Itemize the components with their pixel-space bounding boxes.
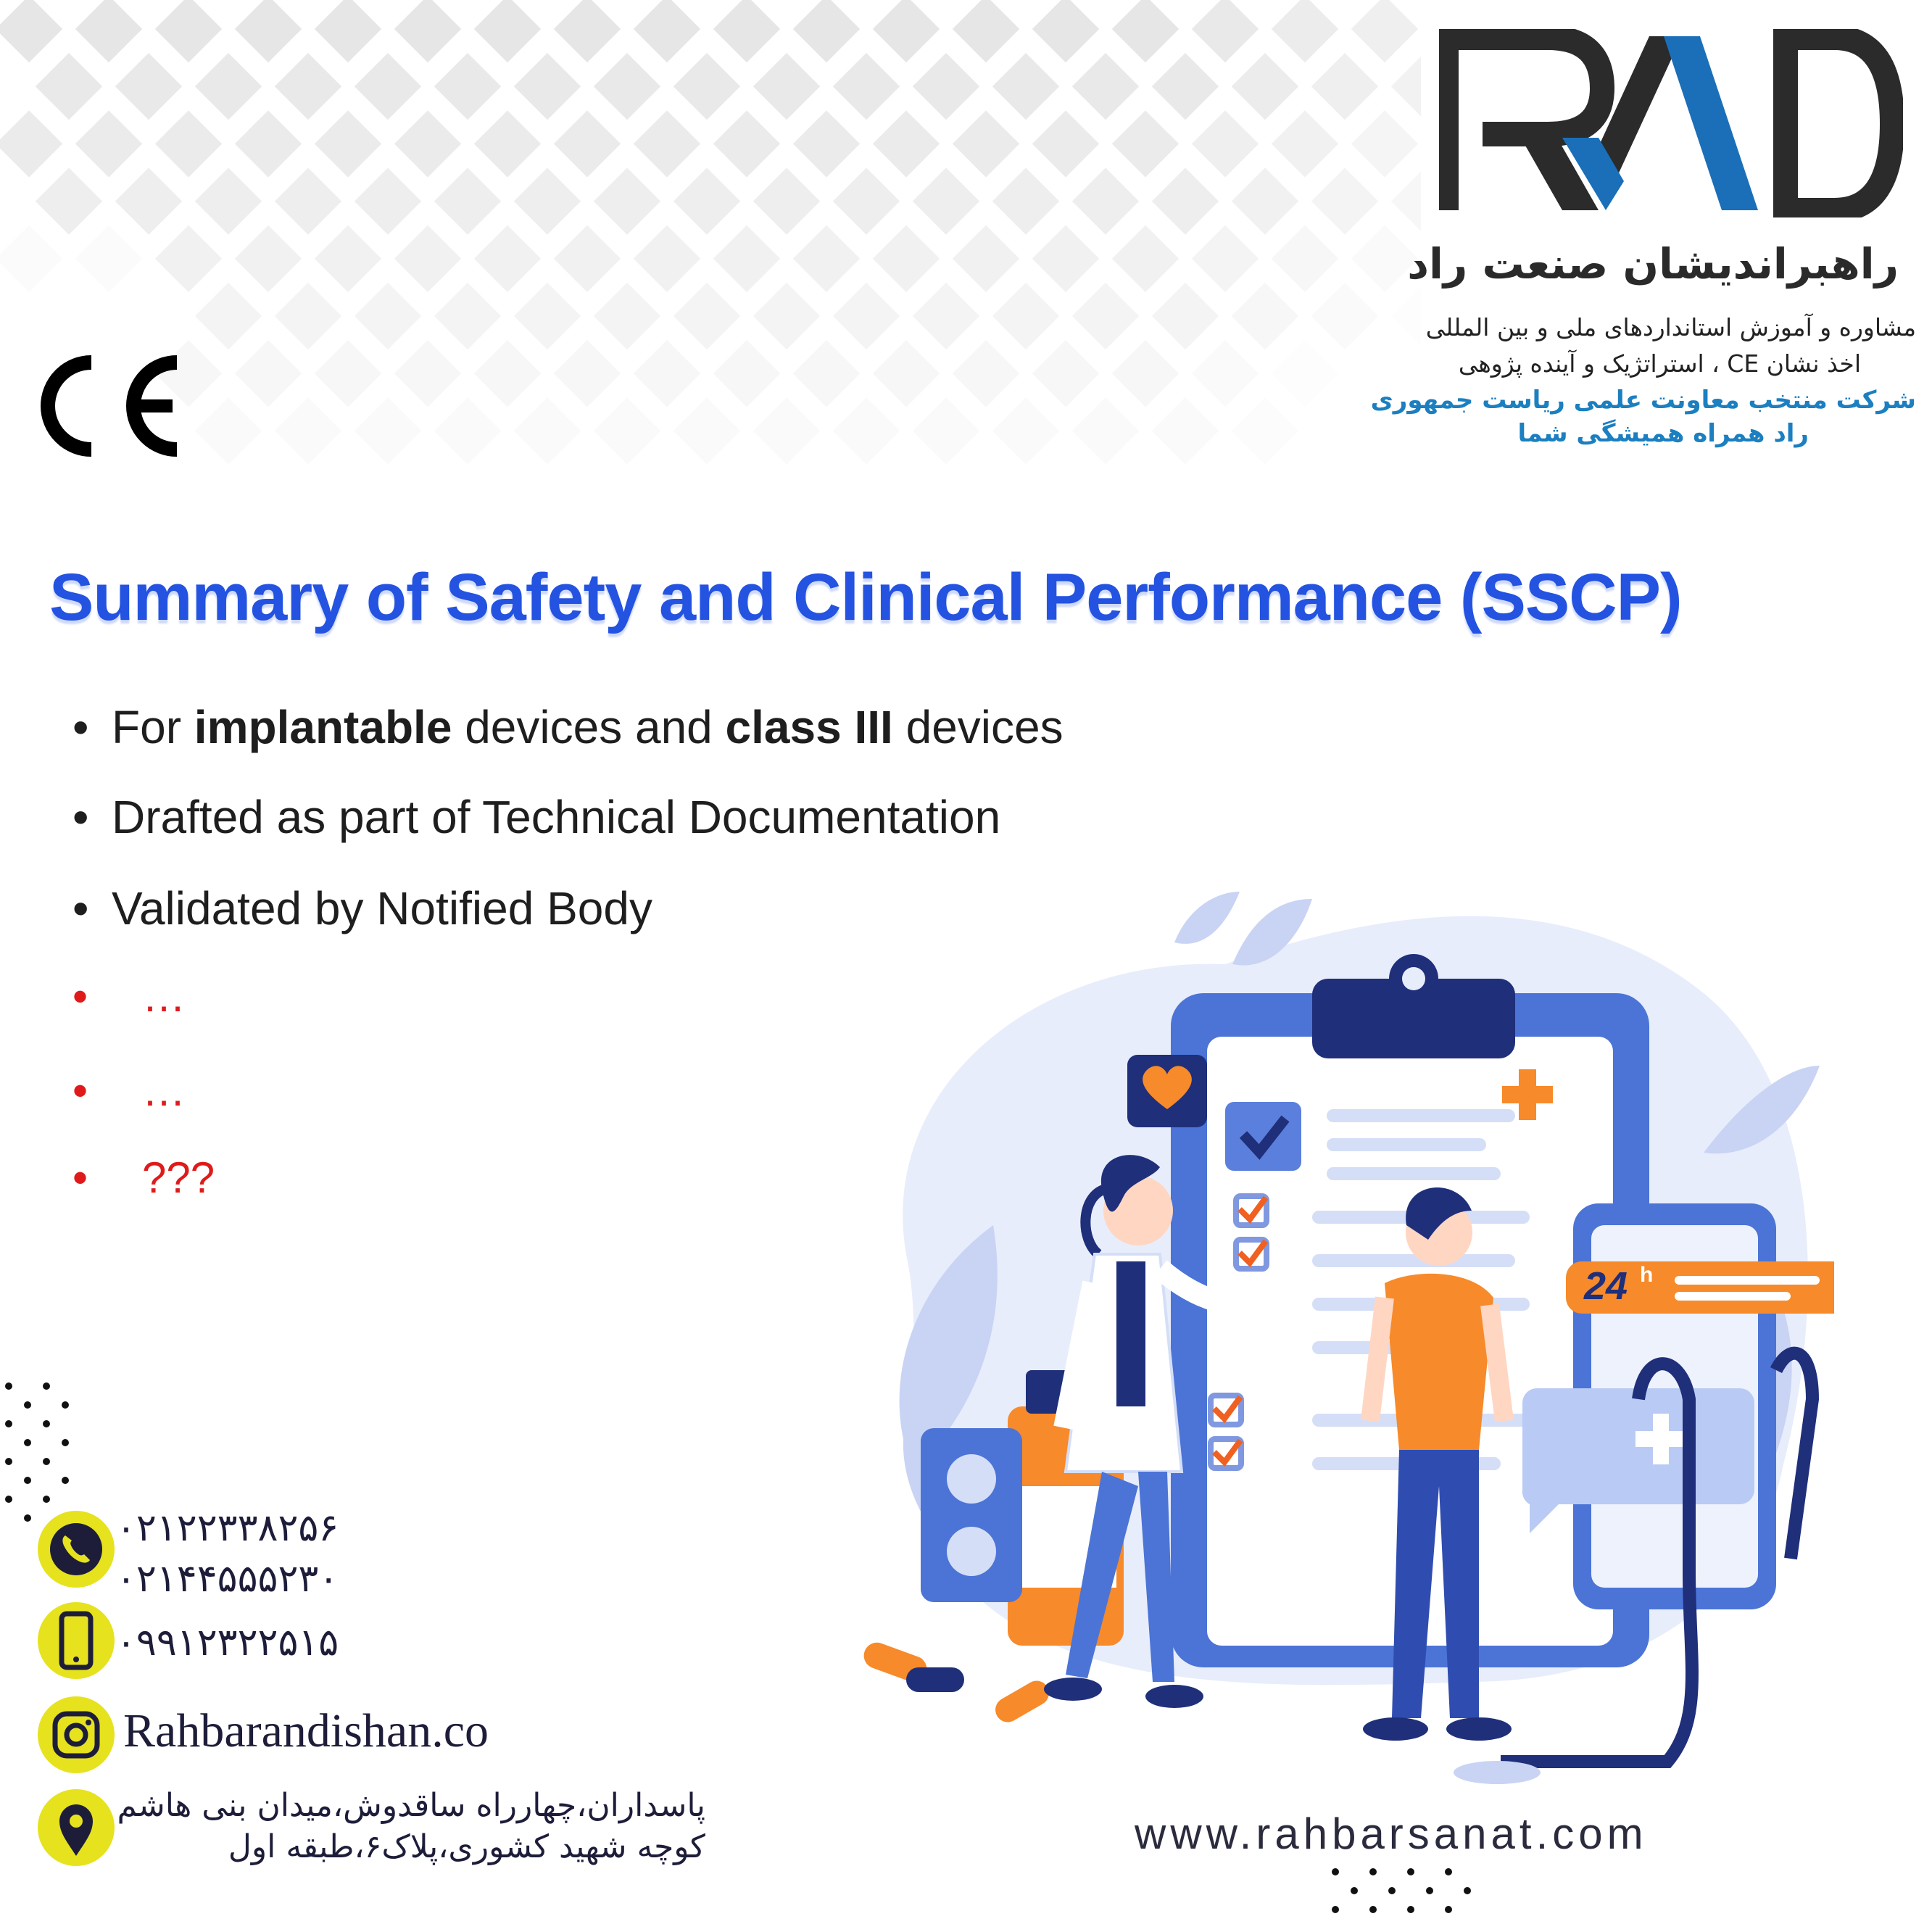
background-diamond	[1112, 225, 1179, 292]
background-diamond	[1192, 110, 1259, 177]
background-diamond	[355, 53, 421, 120]
background-diamond	[1152, 53, 1219, 120]
decorative-dot	[24, 1477, 31, 1484]
bullet-item: • Validated by Notified Body	[72, 882, 652, 934]
tagline-line: راد همراه همیشگی شما	[1517, 419, 1809, 448]
background-diamond	[913, 397, 979, 464]
decorative-dot	[43, 1420, 50, 1427]
background-diamond	[1072, 283, 1139, 349]
background-diamond	[634, 225, 700, 292]
background-diamond	[953, 225, 1019, 292]
background-diamond	[554, 340, 621, 407]
decorative-dot	[1369, 1868, 1377, 1875]
background-diamond	[1152, 167, 1219, 234]
background-diamond	[394, 340, 461, 407]
decorative-dot	[5, 1382, 12, 1390]
background-diamond	[235, 340, 302, 407]
background-diamond	[833, 53, 900, 120]
background-diamond	[275, 397, 341, 464]
background-diamond	[634, 0, 700, 62]
decorative-dot	[5, 1420, 12, 1427]
background-diamond	[275, 53, 341, 120]
brand-name: راهبراندیشان صنعت راد	[1407, 239, 1899, 289]
decorative-dot	[1351, 1887, 1358, 1894]
background-diamond	[1232, 167, 1298, 234]
red-bullet-item: • ???	[72, 1153, 215, 1202]
background-diamond	[833, 397, 900, 464]
background-diamond	[713, 225, 780, 292]
decorative-dot	[24, 1514, 31, 1522]
background-diamond	[434, 53, 501, 120]
tagline-line: اخذ نشان CE ، استراتژیک و آینده پژوهی	[1458, 349, 1861, 378]
decorative-dots	[1327, 1863, 1486, 1932]
background-diamond	[195, 167, 262, 234]
background-diamond	[913, 283, 979, 349]
decorative-dot	[1426, 1887, 1433, 1894]
background-diamond	[235, 0, 302, 62]
background-diamond	[634, 110, 700, 177]
background-diamond	[1391, 53, 1421, 120]
24h-badge-number: 24	[1584, 1264, 1628, 1308]
background-diamond	[992, 397, 1059, 464]
background-diamond	[0, 110, 62, 177]
background-diamond	[1072, 397, 1139, 464]
background-diamond	[1032, 110, 1099, 177]
background-diamond	[793, 225, 860, 292]
background-diamond	[474, 0, 541, 62]
decorative-dot	[1464, 1887, 1471, 1894]
rad-logo	[1439, 29, 1903, 217]
bullet-dot: •	[72, 791, 89, 843]
background-diamond	[0, 225, 62, 292]
instagram-icon	[38, 1696, 115, 1773]
background-diamond	[36, 53, 102, 120]
background-diamond	[474, 340, 541, 407]
background-diamond	[753, 283, 820, 349]
background-diamond	[1272, 340, 1338, 407]
background-diamond	[713, 110, 780, 177]
background-diamond	[394, 110, 461, 177]
background-diamond	[873, 110, 940, 177]
background-diamond	[315, 340, 381, 407]
decorative-dot	[1445, 1906, 1452, 1913]
decorative-dot	[62, 1401, 69, 1409]
background-diamond	[594, 167, 660, 234]
background-diamond	[1112, 340, 1179, 407]
background-diamond	[315, 225, 381, 292]
background-diamond	[394, 225, 461, 292]
background-diamond	[753, 397, 820, 464]
background-diamond	[75, 110, 142, 177]
location-pin-icon	[38, 1789, 115, 1866]
decorative-dot	[24, 1439, 31, 1446]
background-diamond	[1232, 397, 1298, 464]
background-diamond	[953, 0, 1019, 62]
red-bullet-item: • …	[72, 1066, 186, 1115]
background-diamond	[673, 53, 740, 120]
background-diamond	[474, 110, 541, 177]
background-diamond	[155, 0, 222, 62]
background-diamond	[673, 397, 740, 464]
background-diamond	[75, 0, 142, 62]
background-diamond	[1072, 167, 1139, 234]
background-diamond	[434, 167, 501, 234]
background-diamond	[793, 0, 860, 62]
background-diamond	[1351, 0, 1418, 62]
background-diamond	[1351, 110, 1418, 177]
background-diamond	[1152, 283, 1219, 349]
background-diamond	[793, 110, 860, 177]
background-diamond	[1272, 110, 1338, 177]
background-diamond	[1232, 283, 1298, 349]
background-diamond	[355, 167, 421, 234]
medical-checklist-illustration	[848, 848, 1834, 1805]
check-box	[1225, 1102, 1301, 1171]
background-diamond	[1192, 340, 1259, 407]
address-line: کوچه شهید کشوری،پلاک۶،طبقه اول	[228, 1828, 705, 1865]
background-diamond	[195, 53, 262, 120]
red-bullet-item: • …	[72, 972, 186, 1021]
phone-number[interactable]: ۰۲۱۲۲۳۳۸۲۵۶	[116, 1506, 339, 1550]
bullet-item: • For implantable devices and class III devices	[72, 701, 1064, 753]
background-diamond	[155, 225, 222, 292]
background-diamond	[953, 110, 1019, 177]
background-diamond	[1311, 283, 1378, 349]
background-diamond	[913, 53, 979, 120]
background-diamond	[594, 283, 660, 349]
background-diamond	[873, 0, 940, 62]
background-diamond-pattern	[0, 0, 1421, 522]
address-line: پاسداران،چهارراه ساقدوش،میدان بنی هاشم	[117, 1787, 705, 1824]
pills	[861, 1639, 1054, 1727]
decorative-dot	[5, 1458, 12, 1465]
background-diamond	[913, 167, 979, 234]
background-diamond	[753, 53, 820, 120]
decorative-dot	[43, 1496, 50, 1503]
background-diamond	[1272, 0, 1338, 62]
bullet-item: • Drafted as part of Technical Documentation	[72, 791, 1001, 843]
decorative-dot	[1332, 1868, 1339, 1875]
background-diamond	[1072, 53, 1139, 120]
background-diamond	[514, 397, 581, 464]
background-diamond	[873, 340, 940, 407]
decorative-dot	[43, 1382, 50, 1390]
background-diamond	[315, 0, 381, 62]
background-diamond	[115, 167, 182, 234]
background-diamond	[833, 167, 900, 234]
mobile-icon	[38, 1602, 115, 1679]
background-diamond	[673, 283, 740, 349]
24h-badge-suffix: h	[1640, 1263, 1654, 1287]
background-diamond	[434, 397, 501, 464]
decorative-dot	[1445, 1868, 1452, 1875]
background-diamond	[355, 397, 421, 464]
decorative-dot	[62, 1477, 69, 1484]
background-diamond	[235, 225, 302, 292]
website-url[interactable]: www.rahbarsanat.com	[1135, 1809, 1648, 1858]
decorative-dot	[24, 1401, 31, 1409]
background-diamond	[554, 110, 621, 177]
background-diamond	[434, 283, 501, 349]
background-diamond	[1112, 0, 1179, 62]
background-diamond	[1032, 225, 1099, 292]
background-diamond	[992, 283, 1059, 349]
background-diamond	[195, 283, 262, 349]
background-diamond	[315, 110, 381, 177]
background-diamond	[1391, 283, 1421, 349]
background-diamond	[1391, 167, 1421, 234]
background-diamond	[1152, 397, 1219, 464]
background-diamond	[1032, 0, 1099, 62]
background-diamond	[833, 283, 900, 349]
background-diamond	[1232, 53, 1298, 120]
background-diamond	[793, 340, 860, 407]
tagline-line: شرکت منتخب معاونت علمی ریاست جمهوری	[1370, 386, 1916, 415]
background-diamond	[554, 0, 621, 62]
background-diamond	[873, 225, 940, 292]
background-diamond	[1192, 0, 1259, 62]
background-diamond	[634, 340, 700, 407]
decorative-dot	[1407, 1868, 1414, 1875]
decorative-dot	[1332, 1906, 1339, 1913]
background-diamond	[554, 225, 621, 292]
background-diamond	[1311, 167, 1378, 234]
background-diamond	[1192, 225, 1259, 292]
mobile-number[interactable]: ۰۹۹۱۲۳۲۲۵۱۵	[116, 1621, 339, 1664]
background-diamond	[36, 167, 102, 234]
background-diamond	[115, 53, 182, 120]
background-diamond	[235, 110, 302, 177]
decorative-dot	[1369, 1906, 1377, 1913]
background-diamond	[1032, 340, 1099, 407]
background-diamond	[1311, 53, 1378, 120]
background-diamond	[474, 225, 541, 292]
bullet-dot: •	[72, 882, 89, 934]
background-diamond	[594, 53, 660, 120]
instagram-handle[interactable]: Rahbarandishan.co	[123, 1704, 489, 1757]
decorative-dot	[1407, 1906, 1414, 1913]
background-diamond	[1112, 110, 1179, 177]
background-diamond	[992, 167, 1059, 234]
background-diamond	[514, 53, 581, 120]
background-diamond	[713, 0, 780, 62]
background-diamond	[394, 0, 461, 62]
background-diamond	[514, 167, 581, 234]
ce-mark-logo	[22, 348, 188, 464]
background-diamond	[514, 283, 581, 349]
tagline-line: مشاوره و آموزش استانداردهای ملی و بین المللی	[1425, 313, 1916, 341]
bullet-dot: •	[72, 701, 89, 753]
background-diamond	[195, 397, 262, 464]
background-diamond	[355, 283, 421, 349]
background-diamond	[673, 167, 740, 234]
slide-title: Summary of Safety and Clinical Performance (SSCP)	[49, 560, 1682, 634]
decorative-dot	[1388, 1887, 1396, 1894]
background-diamond	[992, 53, 1059, 120]
background-diamond	[155, 110, 222, 177]
phone-number[interactable]: ۰۲۱۴۴۵۵۵۲۳۰	[116, 1557, 339, 1601]
background-diamond	[753, 167, 820, 234]
phone-icon	[38, 1511, 115, 1588]
decorative-dot	[62, 1439, 69, 1446]
decorative-dot	[43, 1458, 50, 1465]
background-diamond	[75, 225, 142, 292]
background-diamond	[275, 283, 341, 349]
background-diamond	[713, 340, 780, 407]
background-diamond	[953, 340, 1019, 407]
background-diamond	[0, 0, 62, 62]
background-diamond	[275, 167, 341, 234]
background-diamond	[1272, 225, 1338, 292]
background-diamond	[594, 397, 660, 464]
decorative-dot	[5, 1496, 12, 1503]
